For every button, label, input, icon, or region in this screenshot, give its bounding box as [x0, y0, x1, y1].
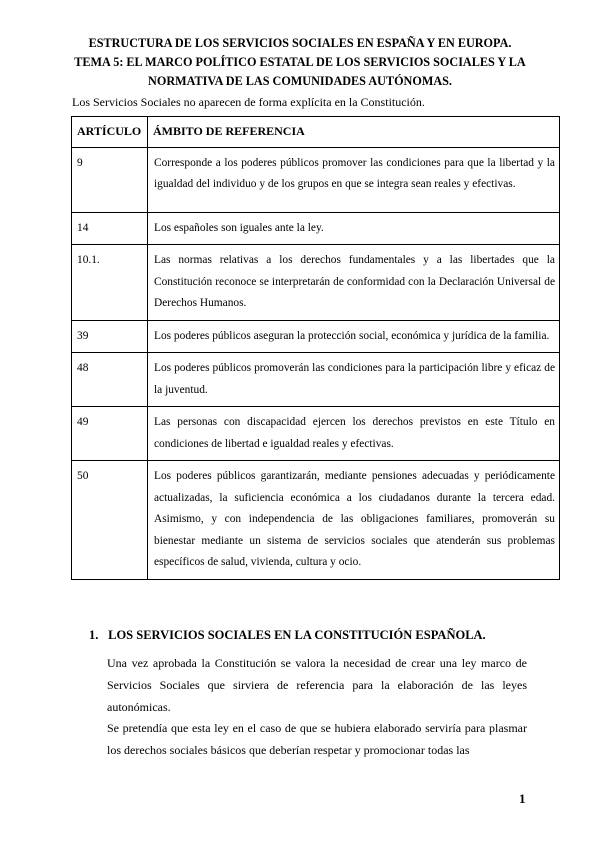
table-row: [72, 245, 560, 321]
document-title: [60, 34, 540, 91]
articulo-cell: 14: [72, 212, 148, 245]
articulo-cell: 49: [72, 407, 148, 461]
articles-table: [71, 116, 560, 580]
ambito-cell: Los poderes públicos aseguran la protección social, económica y jurídica de la familia.: [148, 320, 560, 353]
ambito-cell: Corresponde a los poderes públicos promover las condiciones para que la libertad y la igualdad del individuo y de los grupos en que se integra sean reales y efectivas.: [148, 147, 560, 212]
table-header-row: [72, 117, 560, 148]
articulo-cell: 48: [72, 353, 148, 407]
table-row: [72, 461, 560, 580]
header-ambito: ÁMBITO DE REFERENCIA: [148, 117, 560, 148]
title-line-1: ESTRUCTURA DE LOS SERVICIOS SOCIALES EN ESPAÑA Y EN EUROPA.: [88, 36, 512, 50]
header-articulo: ARTÍCULO: [72, 117, 148, 148]
section-heading: [89, 628, 486, 643]
ambito-cell: Las normas relativas a los derechos fundamentales y a las libertades que la Constitución reconoce se interpretarán de conformidad con la Declaración Universal de Derechos Humanos.: [148, 245, 560, 321]
articulo-cell: 50: [72, 461, 148, 580]
title-line-2: TEMA 5: EL MARCO POLÍTICO ESTATAL DE LOS SERVICIOS SOCIALES Y LA: [74, 55, 526, 69]
page-number: 1: [519, 791, 526, 806]
ambito-cell: Los poderes públicos garantizarán, mediante pensiones adecuadas y periódicamente actualizadas, la suficiencia económica a los ciudadanos durante la tercera edad. Asimismo, y con independencia de las obligaciones familiares, promoverán su bienestar mediante un sistema de servicios sociales que atenderán sus problemas específicos de salud, vivienda, cultura y ocio.: [148, 461, 560, 580]
intro-text: Los Servicios Sociales no aparecen de forma explícita en la Constitución.: [72, 95, 425, 109]
table-row: [72, 407, 560, 461]
section-title: LOS SERVICIOS SOCIALES EN LA CONSTITUCIÓN ESPAÑOLA.: [108, 628, 486, 642]
ambito-cell: Las personas con discapacidad ejercen los derechos previstos en este Título en condiciones de libertad e igualdad reales y efectivas.: [148, 407, 560, 461]
ambito-cell: Los poderes públicos promoverán las condiciones para la participación libre y eficaz de la juventud.: [148, 353, 560, 407]
title-line-3: NORMATIVA DE LAS COMUNIDADES AUTÓNOMAS.: [148, 74, 452, 88]
paragraph-2: Se pretendía que esta ley en el caso de que se hubiera elaborado serviría para plasmar los derechos sociales básicos que deberían respetar y promocionar todas las: [107, 721, 527, 757]
paragraph-1: Una vez aprobada la Constitución se valora la necesidad de crear una ley marco de Servicios Sociales que sirviera de referencia para la elaboración de las leyes autonómicas.: [107, 656, 527, 714]
table-row: [72, 147, 560, 212]
table-row: [72, 212, 560, 245]
table-row: [72, 353, 560, 407]
ambito-cell: Los españoles son iguales ante la ley.: [148, 212, 560, 245]
table-row: [72, 320, 560, 353]
articulo-cell: 39: [72, 320, 148, 353]
articulo-cell: 10.1.: [72, 245, 148, 321]
articulo-cell: 9: [72, 147, 148, 212]
section-number: 1.: [89, 628, 99, 642]
